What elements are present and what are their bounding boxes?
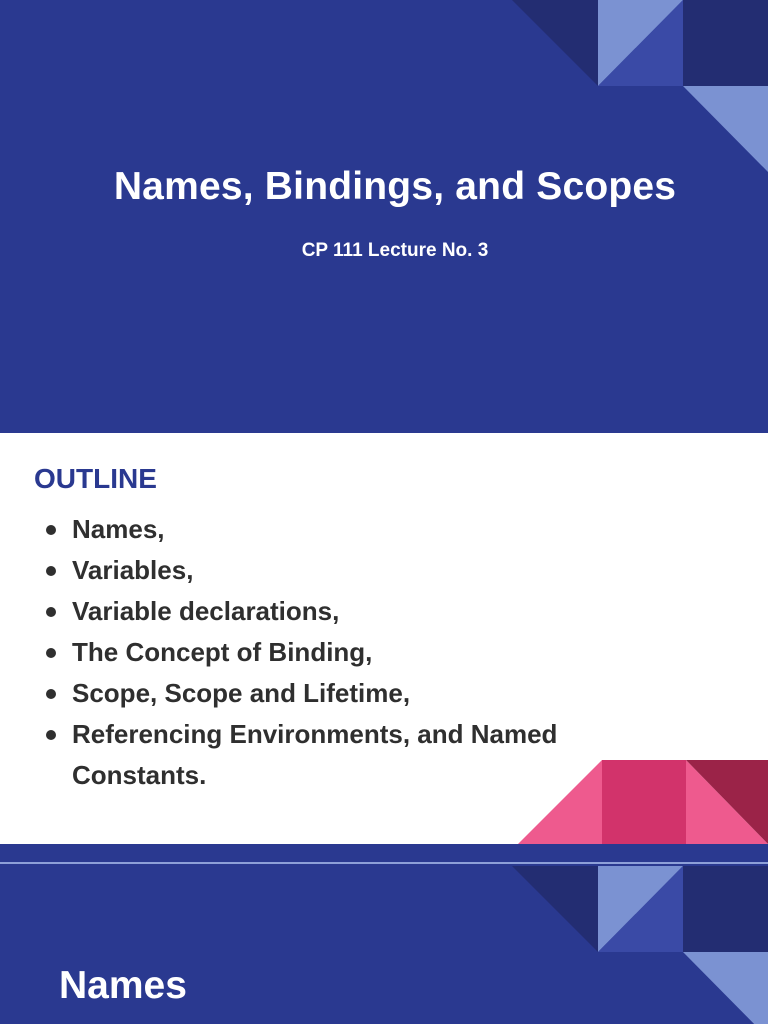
bullet-icon [46,607,56,617]
outline-item: Variable declarations, [72,591,632,632]
bottom-corner-decoration [518,760,768,844]
outline-slide [0,433,768,844]
names-slide [0,844,768,1024]
corner-decoration [512,866,768,1024]
bullet-icon [46,689,56,699]
outline-item: Scope, Scope and Lifetime, [72,673,632,714]
outline-item: The Concept of Binding, [72,632,632,673]
slide-heading: Names [59,964,187,1007]
divider-line [0,862,768,864]
outline-list [72,509,632,796]
corner-decoration [512,0,768,172]
bullet-icon [46,525,56,535]
outline-item: Referencing Environments, and Named Constants. [72,714,632,796]
bullet-icon [46,566,56,576]
title-slide [0,0,768,433]
outline-heading: OUTLINE [34,463,157,494]
outline-item: Names, [72,509,632,550]
presentation-title: Names, Bindings, and Scopes [113,165,677,208]
bullet-icon [46,730,56,740]
bullet-icon [46,648,56,658]
outline-item: Variables, [72,550,632,591]
presentation-subtitle: CP 111 Lecture No. 3 [301,240,489,261]
